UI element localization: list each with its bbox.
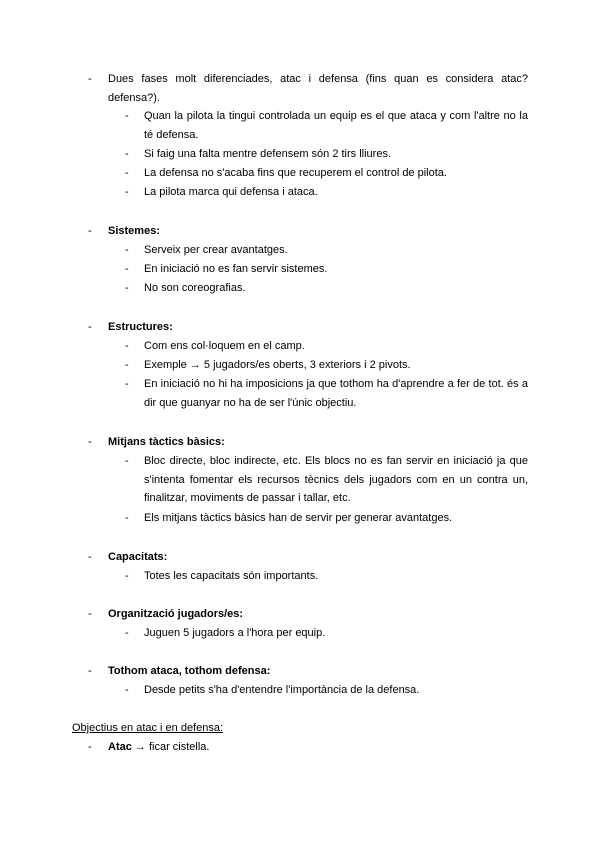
- bullet-dash: -: [125, 455, 129, 467]
- sub-bullet: [125, 681, 528, 700]
- bullet-dash: -: [88, 551, 92, 563]
- bullet-dash: -: [125, 244, 129, 256]
- section-heading: Tothom ataca, tothom defensa:: [108, 665, 271, 677]
- bullet-fases: [88, 70, 528, 107]
- sub-bullet: [125, 356, 528, 375]
- bullet-dash: -: [125, 627, 129, 639]
- sub-bullet-text: Quan la pilota la tingui controlada un equip es el que ataca y com l'altre no la té defensa.: [144, 110, 528, 141]
- bullet-dash: -: [88, 665, 92, 677]
- bullet-dash: -: [125, 167, 129, 179]
- bullet-dash: -: [125, 263, 129, 275]
- bullet-dash: -: [125, 186, 129, 198]
- bullet-text: Dues fases molt diferenciades, atac i defensa (fins quan es considera atac? defensa?).: [108, 73, 528, 104]
- bullet-dash: -: [125, 282, 129, 294]
- heading-capacitats: [88, 548, 528, 567]
- bullet-dash: -: [125, 684, 129, 696]
- bullet-dash: -: [125, 512, 129, 524]
- bullet-dash: -: [88, 608, 92, 620]
- bullet-dash: -: [88, 741, 92, 753]
- bullet-atac: [88, 738, 528, 757]
- heading-organitzacio: [88, 605, 528, 624]
- bullet-dash: -: [88, 321, 92, 333]
- sub-bullet-text: La defensa no s'acaba fins que recuperem el control de pilota.: [144, 167, 447, 179]
- heading-sistemes: [88, 222, 528, 241]
- bullet-dash: -: [88, 225, 92, 237]
- sub-bullet-text: En iniciació no hi ha imposicions ja que tothom ha d'aprendre a fer de tot. és a dir que guanyar no ha de ser l'únic objectiu.: [144, 378, 528, 409]
- sub-bullet: [125, 279, 528, 298]
- bullet-dash: -: [88, 73, 92, 85]
- heading-mitjans: [88, 433, 528, 452]
- heading-estructures: [88, 318, 528, 337]
- sub-bullet: [125, 183, 528, 202]
- section-heading: Capacitats:: [108, 551, 168, 563]
- sub-bullet-text: Si faig una falta mentre defensem són 2 tirs lliures.: [144, 148, 392, 160]
- sub-bullet-text: No son coreografias.: [144, 282, 246, 294]
- sub-bullet: [125, 107, 528, 144]
- sub-bullet-text: Exemple → 5 jugadors/es oberts, 3 exteriors i 2 pivots.: [144, 359, 411, 371]
- sub-bullet: [125, 567, 528, 586]
- objectius-heading: Objectius en atac i en defensa:: [72, 722, 224, 734]
- sub-bullet: [125, 260, 528, 279]
- sub-bullet: [125, 337, 528, 356]
- sub-bullet: [125, 452, 528, 508]
- bullet-dash: -: [125, 340, 129, 352]
- bullet-dash: -: [125, 359, 129, 371]
- section-heading: Mitjans tàctics bàsics:: [108, 436, 225, 448]
- sub-bullet-text: En iniciació no es fan servir sistemes.: [144, 263, 328, 275]
- section-heading: Organització jugadors/es:: [108, 608, 244, 620]
- atac-label: Atac: [108, 741, 132, 753]
- atac-text: → ficar cistella.: [134, 741, 210, 753]
- section-heading: Sistemes:: [108, 225, 160, 237]
- sub-bullet: [125, 164, 528, 183]
- sub-bullet: [125, 375, 528, 412]
- atac-line: [108, 738, 528, 757]
- section-heading: Estructures:: [108, 321, 173, 333]
- bullet-dash: -: [125, 378, 129, 390]
- sub-bullet-text: Com ens col·loquem en el camp.: [144, 340, 305, 352]
- bullet-dash: -: [88, 436, 92, 448]
- sub-bullet-text: La pilota marca qui defensa i ataca.: [144, 186, 318, 198]
- sub-bullet-text: Juguen 5 jugadors a l'hora per equip.: [144, 627, 326, 639]
- sub-bullet: [125, 509, 528, 528]
- sub-bullet-text: Desde petits s'ha d'entendre l'importància de la defensa.: [144, 684, 420, 696]
- sub-bullet-text: Serveix per crear avantatges.: [144, 244, 288, 256]
- bullet-dash: -: [125, 148, 129, 160]
- sub-bullet-text: Els mitjans tàctics bàsics han de servir per generar avantatges.: [144, 512, 453, 524]
- sub-bullet: [125, 145, 528, 164]
- bullet-dash: -: [125, 110, 129, 122]
- heading-tothom: [88, 662, 528, 681]
- bullet-dash: -: [125, 570, 129, 582]
- sub-bullet: [125, 624, 528, 643]
- sub-bullet-text: Totes les capacitats són importants.: [144, 570, 319, 582]
- sub-bullet: [125, 241, 528, 260]
- sub-bullet-text: Bloc directe, bloc indirecte, etc. Els blocs no es fan servir en iniciació ja que s'intenta fomentar els recursos tècnics dels jugadors com en un contra un, finalitzar, moviments de passar i tallar, etc.: [144, 455, 528, 504]
